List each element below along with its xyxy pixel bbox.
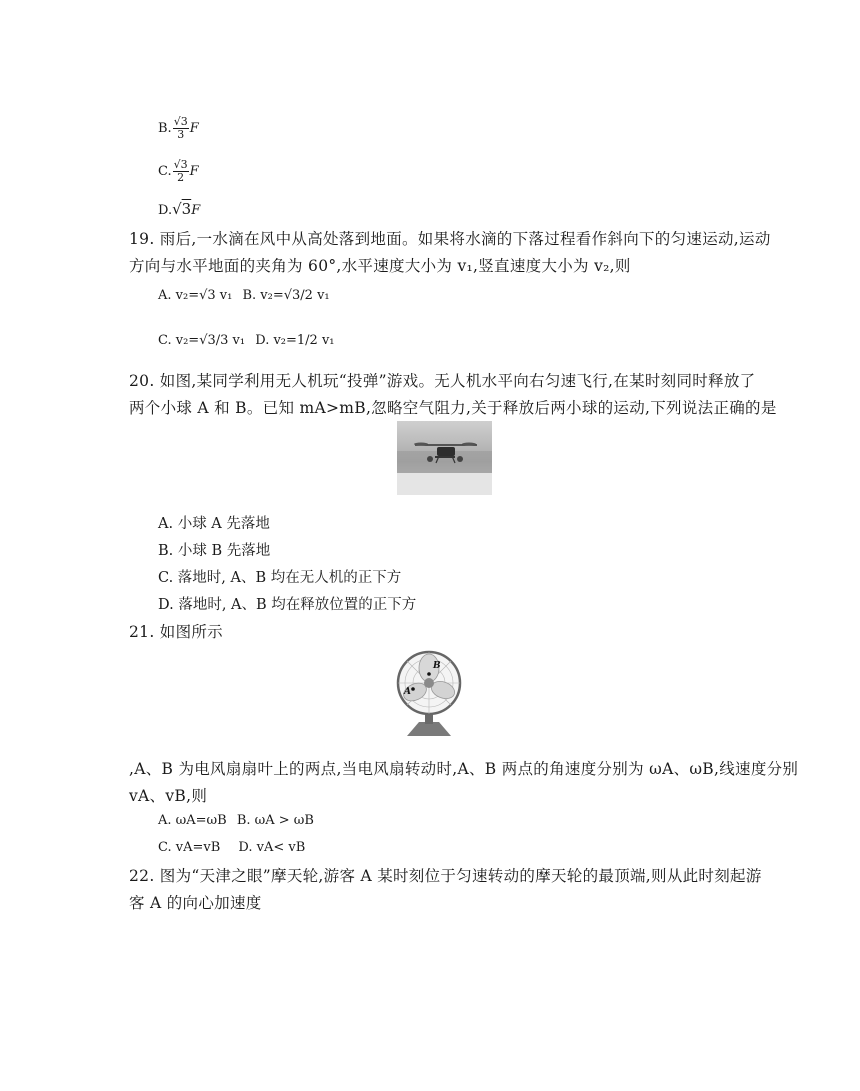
- option-label: B.: [158, 121, 172, 136]
- q20-option-d: D. 落地时, A、B 均在释放位置的正下方: [158, 597, 417, 613]
- q19-option-c: C. v₂=√3/3 v₁: [158, 333, 246, 348]
- q19-option-b: B. v₂=√3/2 v₁: [242, 288, 330, 303]
- q19-line2: 方向与水平地面的夹角为 60°,水平速度大小为 v₁,竖直速度大小为 v₂,则: [129, 257, 631, 275]
- q20-option-c: C. 落地时, A、B 均在无人机的正下方: [158, 570, 402, 586]
- q20-line1: 20. 如图,某同学利用无人机玩“投弹”游戏。无人机水平向右匀速飞行,在某时刻同时释放了: [129, 372, 756, 390]
- q20-line2: 两个小球 A 和 B。已知 mA>mB,忽略空气阻力,关于释放后两小球的运动,下列说法正确的是: [129, 399, 777, 417]
- q19-option-a: A. v₂=√3 v₁: [158, 288, 233, 303]
- q21-options-cd: [158, 840, 305, 855]
- option-b-prev: B. $\frac{√3}{3}$ F: [158, 115, 199, 141]
- option-d-prev: D.√3F: [158, 200, 201, 218]
- q21-option-b: B. ωA > ωB: [236, 813, 314, 828]
- fraction: $\frac{√3}{2}$: [173, 158, 188, 184]
- q19-option-d: D. v₂=1/2 v₁: [255, 333, 335, 348]
- q22-line2: 客 A 的向心加速度: [129, 894, 262, 912]
- q21-line3: vA、vB,则: [129, 787, 208, 805]
- option-label: C.: [158, 164, 172, 179]
- q19-options-cd: [158, 333, 335, 348]
- fig-label-b: B: [433, 661, 441, 671]
- option-label: D.: [158, 203, 173, 218]
- fan-figure: [393, 648, 465, 738]
- q20-option-b: B. 小球 B 先落地: [158, 543, 271, 559]
- q19-options-ab: [158, 288, 330, 303]
- q19-line1: 19. 雨后,一水滴在风中从高处落到地面。如果将水滴的下落过程看作斜向下的匀速运动,运动: [129, 230, 771, 248]
- drone-photo: [397, 421, 492, 495]
- q21-line1: 21. 如图所示: [129, 623, 223, 641]
- q22-line1: 22. 图为“天津之眼”摩天轮,游客 A 某时刻位于匀速转动的摩天轮的最顶端,则从此时刻起游: [129, 867, 762, 885]
- q21-line2: ,A、B 为电风扇扇叶上的两点,当电风扇转动时,A、B 两点的角速度分别为 ωA、ωB,线速度分别: [129, 760, 799, 778]
- q20-option-a: A. 小球 A 先落地: [158, 516, 270, 532]
- fig-label-a: A: [404, 687, 411, 697]
- q21-option-c: C. vA=vB: [158, 840, 221, 855]
- q21-option-d: D. vA< vB: [238, 840, 306, 855]
- q21-option-a: A. ωA=ωB: [158, 813, 227, 828]
- q21-options-ab: [158, 813, 314, 828]
- option-c-prev: C. $\frac{√3}{2}$ F: [158, 158, 199, 184]
- fraction: $\frac{√3}{3}$: [173, 115, 188, 141]
